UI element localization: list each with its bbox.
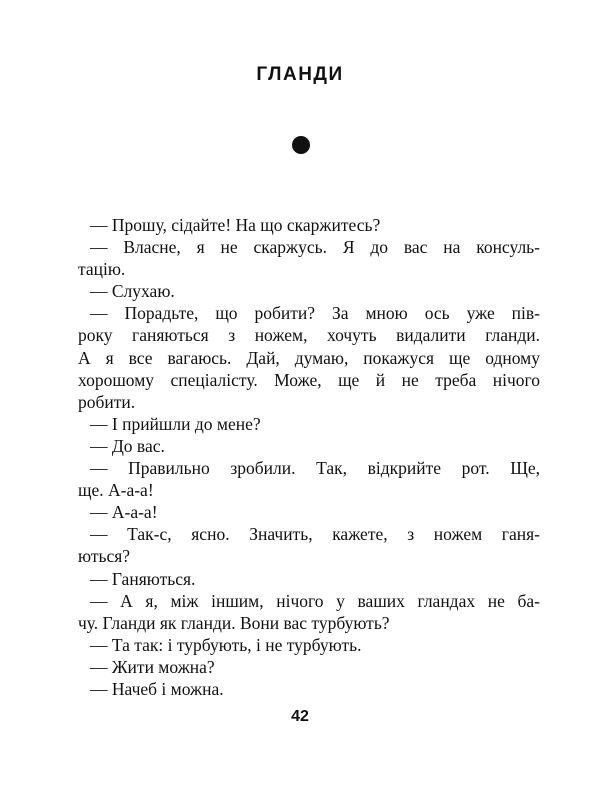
text-line: — Ганяються. bbox=[90, 568, 196, 589]
text-line: А я все вагаюсь. Дай, думаю, покажуся ще одному bbox=[78, 347, 540, 368]
text-line: хорошому спеціалісту. Може, ще й не треба нічого bbox=[78, 369, 540, 390]
text-line: ються? bbox=[78, 546, 131, 567]
text-line: року ганяються з ножем, хочуть видалити гланди. bbox=[78, 325, 540, 346]
text-line: — Так-с, ясно. Значить, кажете, з ножем ганя- bbox=[90, 524, 540, 545]
page-title: ГЛАНДИ bbox=[256, 64, 344, 85]
text-line: — А я, між іншим, нічого у ваших гландах не ба- bbox=[90, 590, 540, 611]
text-line: — Порадьте, що робити? За мною ось уже пів- bbox=[90, 303, 540, 324]
text-line: робити. bbox=[78, 391, 136, 412]
text-line: — До вас. bbox=[90, 435, 165, 456]
text-line: — Начеб і можна. bbox=[90, 678, 224, 699]
text-line: — Прошу, сідайте! На що скаржитесь? bbox=[90, 215, 381, 235]
page-number: 42 bbox=[291, 708, 309, 725]
text-line: ще. А-а-а! bbox=[78, 480, 154, 501]
text-line: — Та так: і турбують, і не турбують. bbox=[90, 634, 362, 655]
text-line: чу. Гланди як гланди. Вони вас турбують? bbox=[78, 612, 390, 633]
text-line: — А-а-а! bbox=[90, 502, 158, 523]
text-line: тацію. bbox=[78, 259, 126, 280]
text-line: — І прийшли до мене? bbox=[90, 413, 261, 434]
text-line: — Жити можна? bbox=[90, 656, 215, 677]
bullet-dot bbox=[292, 136, 310, 154]
story-text bbox=[78, 214, 540, 700]
text-line: — Слухаю. bbox=[90, 281, 175, 302]
text-line: — Правильно зробили. Так, відкрийте рот. Ще, bbox=[90, 458, 540, 479]
text-line: — Власне, я не скаржусь. Я до вас на консуль- bbox=[90, 237, 540, 258]
